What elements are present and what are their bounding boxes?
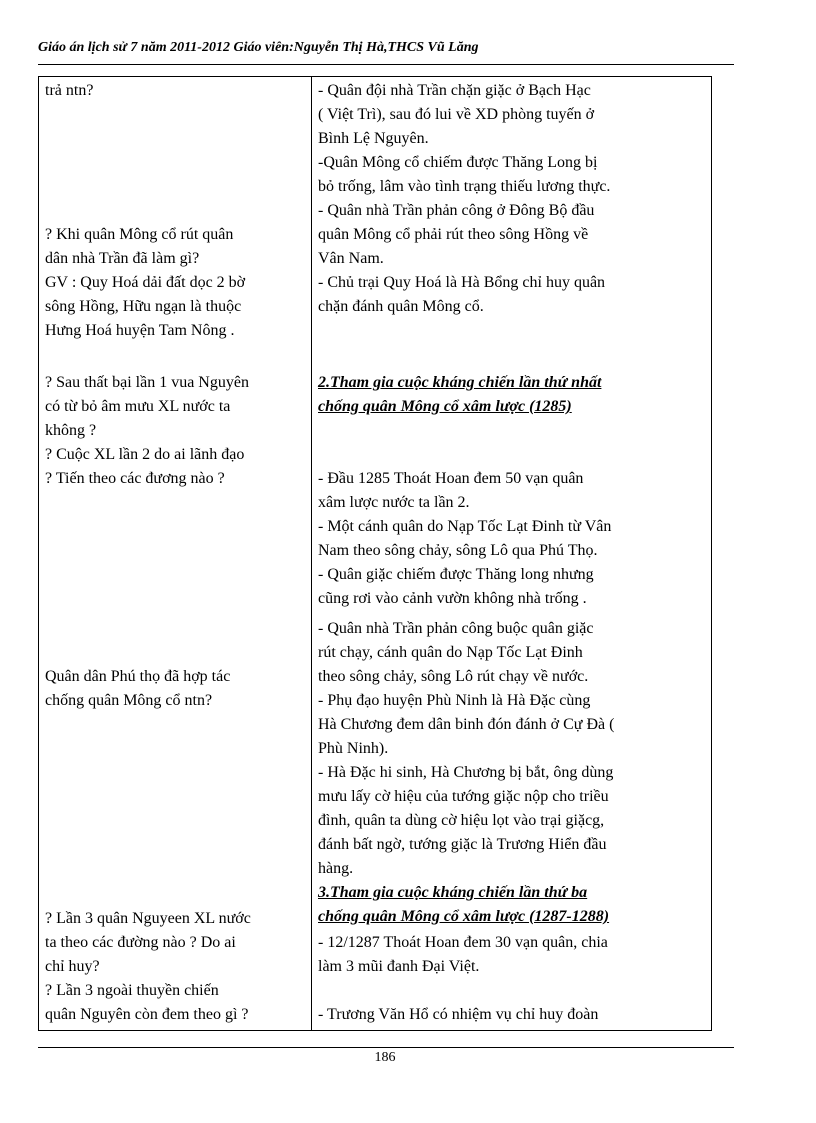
document-header: Giáo án lịch sử 7 năm 2011-2012 Giáo viên:Nguyễn Thị Hà,THCS Vũ Lăng bbox=[38, 40, 479, 55]
content-line: xâm lược nước ta lần 2. bbox=[318, 494, 470, 511]
content-line: - Quân đội nhà Trần chặn giặc ở Bạch Hạc bbox=[318, 82, 591, 99]
content-line: - Phụ đạo huyện Phù Ninh là Hà Đặc cùng bbox=[318, 692, 591, 709]
question-line: dân nhà Trần đã làm gì? bbox=[45, 250, 200, 267]
content-line: Hà Chương đem dân binh đón đánh ở Cự Đà ( bbox=[318, 716, 615, 733]
content-line: - Quân giặc chiếm được Thăng long nhưng bbox=[318, 566, 594, 583]
content-line: - Trương Văn Hổ có nhiệm vụ chỉ huy đoàn bbox=[318, 1006, 599, 1023]
content-line: theo sông chảy, sông Lô rút chạy về nước. bbox=[318, 668, 589, 685]
questions-column bbox=[39, 77, 311, 1030]
content-line: hàng. bbox=[318, 860, 354, 877]
header-rule bbox=[38, 64, 734, 65]
content-line: - Quân nhà Trần phản công buộc quân giặc bbox=[318, 620, 594, 637]
content-line: Vân Nam. bbox=[318, 250, 384, 267]
content-line: đình, quân ta dùng cờ hiệu lọt vào trại giặcg, bbox=[318, 812, 605, 829]
question-line: quân Nguyên còn đem theo gì ? bbox=[45, 1006, 249, 1023]
section-heading-2-cont: chống quân Mông cổ xâm lược (1285) bbox=[318, 398, 572, 415]
content-line: - 12/1287 Thoát Hoan đem 30 vạn quân, chia bbox=[318, 934, 608, 951]
question-line: ? Sau thất bại lần 1 vua Nguyên bbox=[45, 374, 249, 391]
question-line: chống quân Mông cổ ntn? bbox=[45, 692, 213, 709]
section-heading-3-cont: chống quân Mông cổ xâm lược (1287-1288) bbox=[318, 908, 610, 925]
content-line: bỏ trống, lâm vào tình trạng thiếu lương thực. bbox=[318, 178, 611, 195]
content-line: rút chạy, cánh quân do Nạp Tốc Lạt Đinh bbox=[318, 644, 583, 661]
content-line: làm 3 mũi đanh Đại Việt. bbox=[318, 958, 480, 975]
question-line: có từ bỏ âm mưu XL nước ta bbox=[45, 398, 231, 415]
question-line: ta theo các đường nào ? Do ai bbox=[45, 934, 236, 951]
question-line: không ? bbox=[45, 422, 97, 439]
section-number: 3. bbox=[318, 884, 330, 901]
content-column bbox=[312, 77, 712, 1030]
question-line: ? Tiến theo các đương nào ? bbox=[45, 470, 225, 487]
content-line: - Chủ trại Quy Hoá là Hà Bổng chỉ huy quân bbox=[318, 274, 606, 291]
question-line: ? Lần 3 quân Nguyeen XL nước bbox=[45, 910, 251, 927]
lesson-table bbox=[38, 76, 712, 1031]
question-line: ? Cuộc XL lần 2 do ai lãnh đạo bbox=[45, 446, 245, 463]
section-number: 2. bbox=[318, 374, 330, 391]
footer-rule bbox=[38, 1047, 734, 1048]
content-line: - Quân nhà Trần phản công ở Đông Bộ đầu bbox=[318, 202, 595, 219]
question-line: chỉ huy? bbox=[45, 958, 100, 975]
content-line: -Quân Mông cổ chiếm được Thăng Long bị bbox=[318, 154, 598, 171]
section-heading-3 bbox=[318, 881, 587, 905]
content-line: cũng rơi vào cảnh vườn không nhà trống . bbox=[318, 590, 587, 607]
section-heading-text: Tham gia cuộc kháng chiến lần thứ nhất bbox=[330, 374, 602, 391]
question-line: ? Lần 3 ngoài thuyền chiến bbox=[45, 982, 219, 999]
content-line: - Đầu 1285 Thoát Hoan đem 50 vạn quân bbox=[318, 470, 584, 487]
content-line: Phù Ninh). bbox=[318, 740, 389, 757]
page-number: 186 bbox=[374, 1050, 396, 1065]
content-line: quân Mông cổ phải rút theo sông Hồng về bbox=[318, 226, 589, 243]
content-line: mưu lấy cờ hiệu của tướng giặc nộp cho triều bbox=[318, 788, 609, 805]
content-line: Nam theo sông chảy, sông Lô qua Phú Thọ. bbox=[318, 542, 598, 559]
question-line: ? Khi quân Mông cổ rút quân bbox=[45, 226, 234, 243]
content-line: - Hà Đặc hi sinh, Hà Chương bị bắt, ông dùng bbox=[318, 764, 614, 781]
question-line: Quân dân Phú thọ đã hợp tác bbox=[45, 668, 231, 685]
content-line: - Một cánh quân do Nạp Tốc Lạt Đinh từ Vân bbox=[318, 518, 612, 535]
question-line: Hưng Hoá huyện Tam Nông . bbox=[45, 322, 235, 339]
content-line: Bình Lệ Nguyên. bbox=[318, 130, 429, 147]
content-line: chặn đánh quân Mông cổ. bbox=[318, 298, 484, 315]
section-heading-2 bbox=[318, 371, 601, 395]
content-line: đánh bất ngờ, tướng giặc là Trương Hiển đầu bbox=[318, 836, 607, 853]
question-line: GV : Quy Hoá dải đất dọc 2 bờ bbox=[45, 274, 246, 291]
question-line: trả ntn? bbox=[45, 82, 94, 99]
section-heading-text: Tham gia cuộc kháng chiến lần thứ ba bbox=[330, 884, 588, 901]
content-line: ( Việt Trì), sau đó lui về XD phòng tuyến ở bbox=[318, 106, 595, 123]
question-line: sông Hồng, Hữu ngạn là thuộc bbox=[45, 298, 242, 315]
